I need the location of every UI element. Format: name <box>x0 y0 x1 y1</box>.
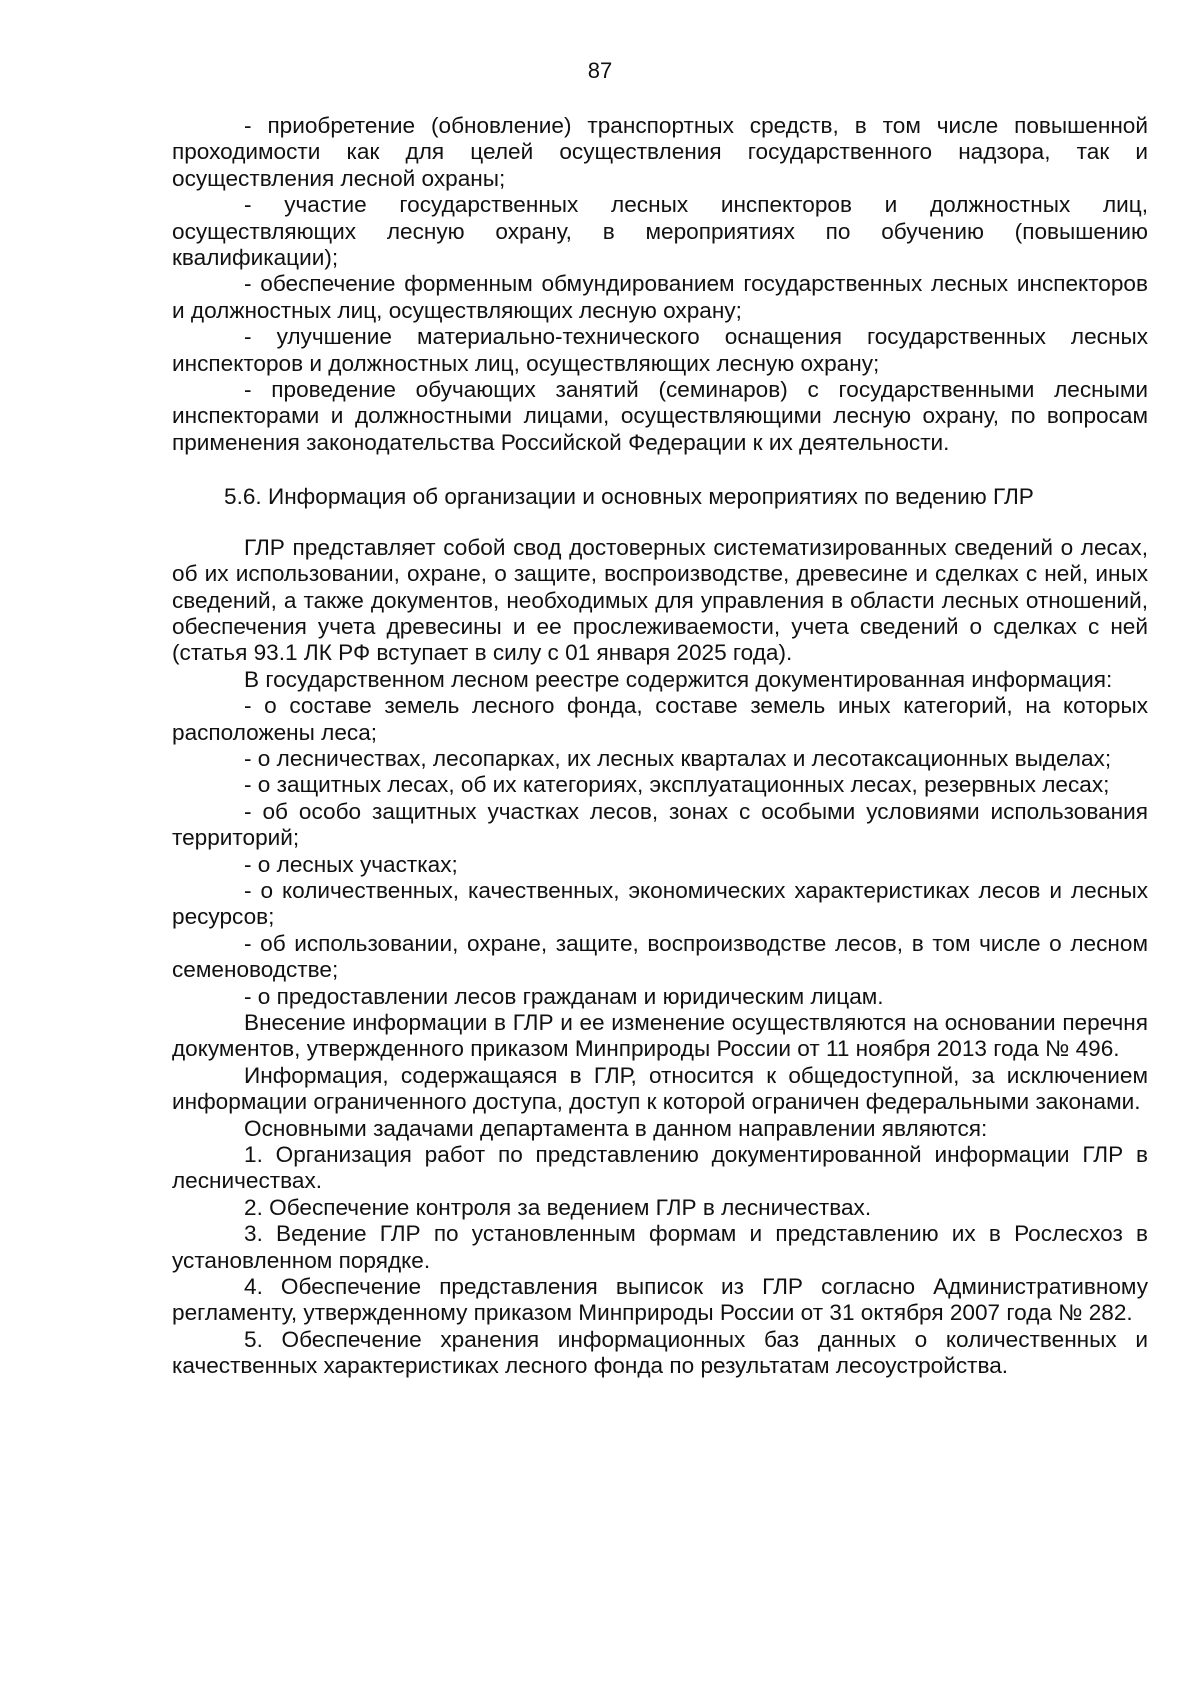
list-item: - приобретение (обновление) транспортных средств, в том числе повышенной проходимости как для целей осуществления государственного надзора, так и осуществления лесной охраны; <box>172 113 1148 191</box>
list-item: - участие государственных лесных инспекторов и должностных лиц, осуществляющих лесную охрану, в мероприятиях по обучению (повышению квалификации); <box>172 192 1148 271</box>
list-item: - улучшение материально-технического оснащения государственных лесных инспекторов и должностных лиц, осуществляющих лесную охрану; <box>172 324 1148 376</box>
register-list-item: - об использовании, охране, защите, воспроизводстве лесов, в том числе о лесном семеноводстве; <box>172 930 1148 983</box>
register-list-item: - о лесных участках; <box>244 851 458 877</box>
tasks-lead-paragraph: Основными задачами департамента в данном направлении являются: <box>244 1115 988 1141</box>
access-paragraph: Информация, содержащаяся в ГЛР, относится к общедоступной, за исключением информации ограниченного доступа, доступ к которой ограничен федеральными законами. <box>172 1062 1148 1115</box>
register-list-item: - о предоставлении лесов гражданам и юридическим лицам. <box>244 983 884 1009</box>
register-list-item: - о лесничествах, лесопарках, их лесных кварталах и лесотаксационных выделах; <box>244 745 1112 771</box>
register-lead-paragraph: В государственном лесном реестре содержится документированная информация: <box>244 666 1113 692</box>
task-item: 3. Ведение ГЛР по установленным формам и представлению их в Рослесхоз в установленном порядке. <box>172 1221 1148 1273</box>
task-item: 4. Обеспечение представления выписок из ГЛР согласно Административному регламенту, утвержденному приказом Минприроды России от 31 октября 2007 года № 282. <box>172 1274 1148 1326</box>
list-item: - проведение обучающих занятий (семинаров) с государственными лесными инспекторами и должностными лицами, осуществляющими лесную охрану, по вопросам применения законодательства Российской Федерации к их деятельности. <box>172 377 1148 455</box>
register-list-item: - о количественных, качественных, экономических характеристиках лесов и лесных ресурсов; <box>172 877 1148 930</box>
task-item: 1. Организация работ по представлению документированной информации ГЛР в лесничествах. <box>172 1142 1148 1194</box>
register-list-item: - об особо защитных участках лесов, зонах с особыми условиями использования территорий; <box>172 798 1148 851</box>
list-item: - обеспечение форменным обмундированием государственных лесных инспекторов и должностных лиц, осуществляющих лесную охрану; <box>172 271 1148 323</box>
document-body <box>172 113 1148 1380</box>
task-item: 5. Обеспечение хранения информационных баз данных о количественных и качественных характеристиках лесного фонда по результатам лесоустройства. <box>172 1326 1148 1379</box>
task-item: 2. Обеспечение контроля за ведением ГЛР в лесничествах. <box>244 1194 872 1220</box>
entry-basis-paragraph: Внесение информации в ГЛР и ее изменение осуществляются на основании перечня документов, утвержденного приказом Минприроды России от 11 ноября 2013 года № 496. <box>172 1010 1148 1062</box>
register-list-item: - о составе земель лесного фонда, составе земель иных категорий, на которых расположены леса; <box>172 693 1148 745</box>
page-number: 87 <box>587 58 613 83</box>
intro-paragraph: ГЛР представляет собой свод достоверных систематизированных сведений о лесах, об их использовании, охране, о защите, воспроизводстве, древесине и сделках с ней, иных сведений, а также документов, необходимых для управления в области лесных отношений, обеспечения учета древесины и ее прослеживаемости, учета сведений о сделках с ней (статья 93.1 ЛК РФ вступает в силу с 01 января 2025 года). <box>172 534 1148 666</box>
section-heading: 5.6. Информация об организации и основных мероприятиях по ведению ГЛР <box>224 484 1034 510</box>
register-list-item: - о защитных лесах, об их категориях, эксплуатационных лесах, резервных лесах; <box>244 772 1110 798</box>
